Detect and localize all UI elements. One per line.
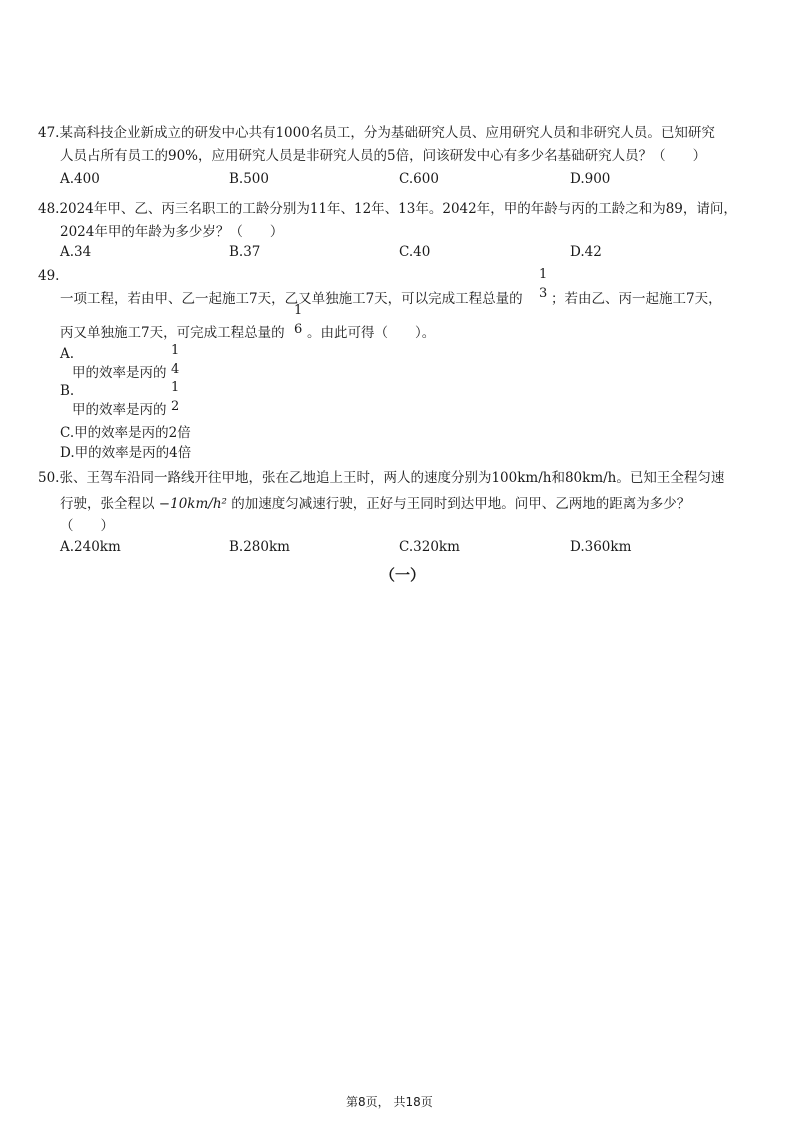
q49-line2-tail: 。由此可得（ ）。 — [307, 325, 436, 341]
q47-line2: 人员占所有员工的90%，应用研究人员是非研究人员的5倍，问该研发中心有多少名基础研究人员？（ ） — [60, 148, 707, 164]
q49-option-b-label: B. — [60, 383, 75, 399]
q49-frac1-numerator: 1 — [539, 267, 548, 282]
q49-line1-text: 一项工程，若由甲、乙一起施工7天，乙又单独施工7天，可以完成工程总量的 — [60, 291, 523, 307]
section-mark: （一） — [380, 566, 426, 584]
q47-option-a: A.400 — [60, 171, 100, 187]
q49-fraction-one-sixth — [293, 304, 303, 336]
q50-option-b: B.280km — [229, 539, 290, 555]
q49-line1-tail: ；若由乙、丙一起施工7天， — [551, 291, 722, 307]
q50-line1: 50.张、王驾车沿同一路线开往甲地，张在乙地追上王时，两人的速度分别为100km/h和80km/h。已知王全程匀速 — [38, 470, 725, 486]
q50-option-a: A.240km — [60, 539, 121, 555]
q47-option-c: C.600 — [399, 171, 439, 187]
q49-line2-text: 丙又单独施工7天，可完成工程总量的 — [60, 325, 285, 341]
q49-option-a-numerator: 1 — [171, 343, 180, 358]
q49-option-d: D.甲的效率是丙的4倍 — [60, 445, 192, 461]
q49-option-a-denominator: 4 — [171, 362, 180, 377]
q50-answer-blank: （ ） — [60, 518, 114, 534]
q49-option-b-fraction — [170, 381, 180, 413]
page-footer: 第8页， 共18页 — [346, 1095, 433, 1109]
q48-option-c: C.40 — [399, 244, 431, 260]
q47-line1: 47.某高科技企业新成立的研发中心共有1000名员工，分为基础研究人员、应用研究人员和非研究人员。已知研究 — [38, 125, 715, 141]
q49-option-a-fraction — [170, 344, 180, 376]
q50-option-d: D.360km — [570, 539, 632, 555]
q49-frac2-denominator: 6 — [294, 322, 303, 337]
q49-fraction-one-third — [538, 268, 548, 300]
q49-number: 49. — [38, 268, 60, 284]
q49-option-a-text: 甲的效率是丙的 — [72, 365, 167, 381]
q50-line2-tail: 的加速度匀减速行驶，正好与王同时到达甲地。问甲、乙两地的距离为多少？ — [231, 496, 691, 512]
q48-option-b: B.37 — [229, 244, 261, 260]
q48-line2: 2024年甲的年龄为多少岁？（ ） — [60, 224, 284, 240]
q50-option-c: C.320km — [399, 539, 460, 555]
q49-option-c: C.甲的效率是丙的2倍 — [60, 425, 191, 441]
q50-line2-text: 行驶，张全程以 — [60, 496, 155, 512]
q49-option-b-text: 甲的效率是丙的 — [72, 402, 167, 418]
q50-line2 — [60, 492, 690, 512]
q47-option-b: B.500 — [229, 171, 269, 187]
q49-option-b-denominator: 2 — [171, 399, 180, 414]
q49-frac1-denominator: 3 — [539, 286, 548, 301]
q47-option-d: D.900 — [570, 171, 611, 187]
q49-option-a-label: A. — [60, 346, 75, 362]
q48-option-a: A.34 — [60, 244, 92, 260]
q50-acceleration-expression: −10km/h² — [158, 496, 227, 512]
q49-option-b-numerator: 1 — [171, 380, 180, 395]
q48-option-d: D.42 — [570, 244, 602, 260]
q48-line1: 48.2024年甲、乙、丙三名职工的工龄分别为11年、12年、13年。2042年，甲的年龄与丙的工龄之和为89，请问， — [38, 201, 737, 217]
q49-frac2-numerator: 1 — [294, 303, 303, 318]
